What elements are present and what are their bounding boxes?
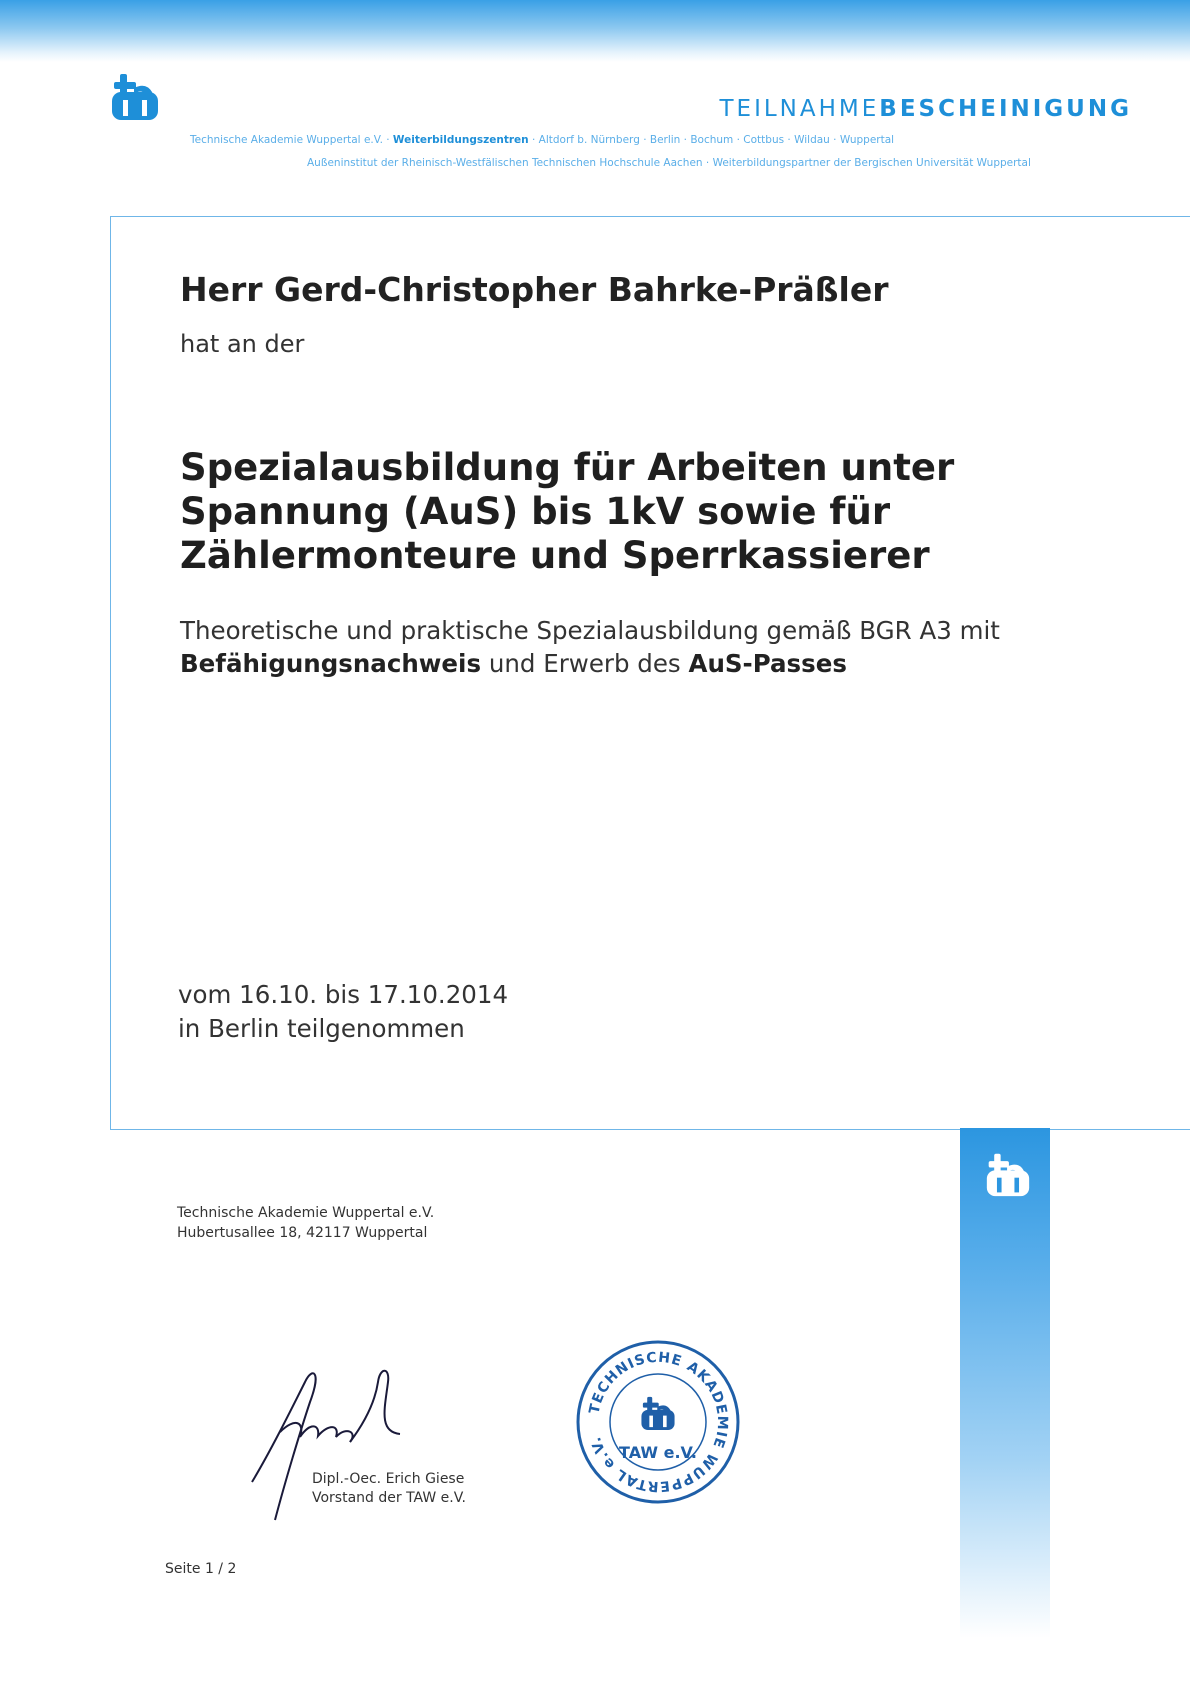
course-dates <box>178 978 508 1046</box>
address-line-1: Technische Akademie Wuppertal e.V. <box>177 1205 435 1221</box>
course-desc-bold-2: AuS-Passes <box>688 649 847 678</box>
institute-line-1-prefix: Technische Akademie Wuppertal e.V. · <box>190 134 393 146</box>
address-line-2: Hubertusallee 18, 42117 Wuppertal <box>177 1225 428 1241</box>
course-desc-part-1: Theoretische und praktische Spezialausbildung gemäß BGR A3 mit <box>180 616 1000 645</box>
document-title <box>720 96 1133 122</box>
recipient-name: Herr Gerd-Christopher Bahrke-Präßler <box>180 270 889 309</box>
course-title: Spezialausbildung für Arbeiten unter Spannung (AuS) bis 1kV sowie für Zählermonteure und Sperrkassierer <box>180 446 955 577</box>
institute-line-1-bold: Weiterbildungszentren <box>392 134 529 146</box>
date-line: vom 16.10. bis 17.10.2014 <box>178 980 509 1009</box>
organization-seal <box>574 1338 742 1506</box>
top-gradient-band <box>0 0 1190 62</box>
signer-name: Dipl.-Oec. Erich Giese <box>312 1471 465 1487</box>
course-desc-part-2: und Erwerb des <box>481 649 689 678</box>
course-description <box>180 614 1110 680</box>
place-line: in Berlin teilgenommen <box>178 1014 465 1043</box>
title-bold: BESCHEINIGUNG <box>879 96 1132 122</box>
title-light: TEILNAHME <box>719 96 880 122</box>
ta-logo-icon <box>641 1397 674 1430</box>
institute-line-1-suffix: · Altdorf b. Nürnberg · Berlin · Bochum · Cottbus · Wildau · Wuppertal <box>528 134 895 146</box>
institute-line-1 <box>190 134 894 146</box>
intro-text: hat an der <box>180 330 305 358</box>
course-desc-bold-1: Befähigungsnachweis <box>180 649 482 678</box>
issuer-address <box>177 1203 434 1243</box>
side-gradient-band <box>960 1128 1050 1638</box>
seal-ring-text: TECHNISCHE AKADEMIE WUPPERTAL e.V. <box>586 1349 731 1495</box>
signer-block <box>312 1470 466 1508</box>
ta-logo-icon <box>985 1150 1031 1198</box>
seal-center-text: TAW e.V. <box>619 1443 697 1462</box>
signer-role: Vorstand der TAW e.V. <box>312 1490 466 1506</box>
page-number: Seite 1 / 2 <box>165 1561 237 1577</box>
institute-line-2: Außeninstitut der Rheinisch-Westfälischen Technischen Hochschule Aachen · Weiterbildungspartner der Bergischen Universität Wuppertal <box>307 157 1031 169</box>
ta-logo-icon <box>110 70 160 122</box>
